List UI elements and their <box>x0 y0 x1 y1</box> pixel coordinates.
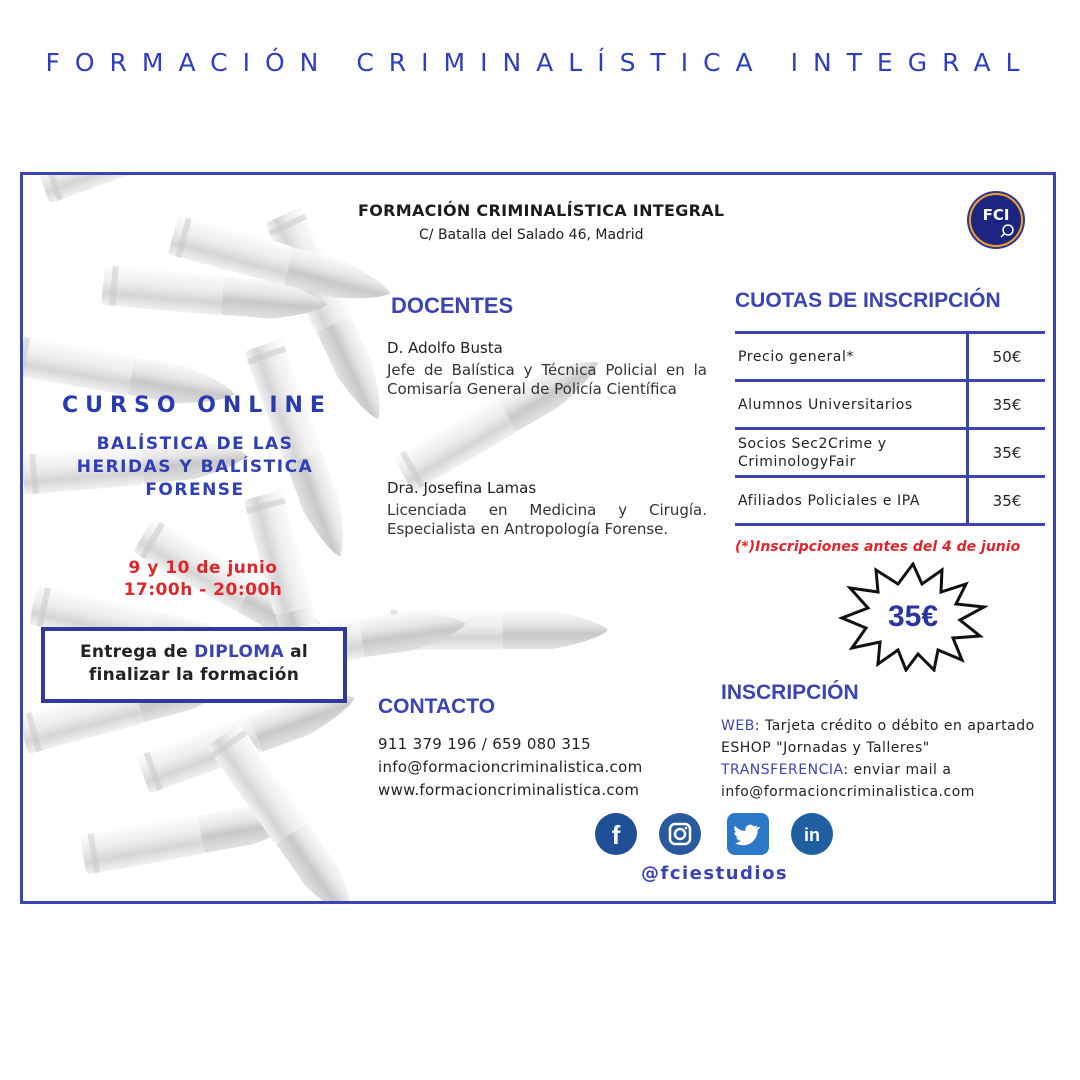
fee-label: Precio general* <box>735 334 969 379</box>
course-title: CURSO ONLINE <box>62 393 332 418</box>
twitter-icon[interactable] <box>727 813 769 855</box>
org-address: C/ Batalla del Salado 46, Madrid <box>419 227 644 243</box>
diploma-box: Entrega de DIPLOMA al finalizar la formación <box>41 627 347 703</box>
course-dates <box>83 557 323 601</box>
cuotas-title: CUOTAS DE INSCRIPCIÓN <box>735 289 1001 312</box>
docente-desc: Licenciada en Medicina y Cirugía. Especialista en Antropología Forense. <box>387 501 707 538</box>
table-row <box>735 475 1045 526</box>
fees-table <box>735 331 1045 526</box>
inscripcion-title: INSCRIPCIÓN <box>721 681 859 704</box>
fee-label: Afiliados Policiales e IPA <box>735 478 969 523</box>
docente-name: Dra. Josefina Lamas <box>387 479 537 497</box>
flyer-card <box>20 172 1056 904</box>
contact-web[interactable]: www.formacioncriminalistica.com <box>378 781 640 799</box>
fci-logo <box>966 190 1026 250</box>
fee-price: 50€ <box>992 347 1022 366</box>
table-row <box>735 427 1045 475</box>
web-label: WEB <box>721 718 755 734</box>
fee-price: 35€ <box>992 491 1022 510</box>
fee-note: (*)Inscripciones antes del 4 de junio <box>735 539 1021 555</box>
svg-text:in: in <box>804 825 820 845</box>
table-row <box>735 331 1045 379</box>
facebook-icon[interactable] <box>595 813 637 855</box>
docente-name: D. Adolfo Busta <box>387 339 503 357</box>
course-time: 17:00h - 20:00h <box>123 580 283 600</box>
svg-text:f: f <box>611 820 621 850</box>
linkedin-icon[interactable] <box>791 813 833 855</box>
contact-email[interactable]: info@formacioncriminalistica.com <box>378 758 643 776</box>
course-subtitle: BALÍSTICA DE LAS HERIDAS Y BALÍSTICA FORENSE <box>76 434 314 500</box>
instagram-icon[interactable] <box>659 813 701 855</box>
price-burst <box>838 562 988 672</box>
fee-label: Alumnos Universitarios <box>735 382 969 427</box>
burst-price: 35€ <box>887 600 939 633</box>
transfer-label: TRANSFERENCIA <box>721 762 844 778</box>
fee-label: Socios Sec2Crime y CriminologyFair <box>735 430 969 475</box>
org-name: FORMACIÓN CRIMINALÍSTICA INTEGRAL <box>358 201 725 220</box>
contact-phone: 911 379 196 / 659 080 315 <box>378 735 591 753</box>
docente-desc: Jefe de Balística y Técnica Policial en la Comisaría General de Policía Científica <box>387 361 707 398</box>
inscripcion-text: WEB: Tarjeta crédito o débito en apartado ESHOP "Jornadas y Talleres" TRANSFERENCIA: enviar mail a info@formacioncriminalistica.com <box>721 718 1035 800</box>
course-date: 9 y 10 de junio <box>128 558 278 578</box>
fee-price: 35€ <box>992 443 1022 462</box>
logo-text: FCI <box>982 206 1010 224</box>
fee-price: 35€ <box>992 395 1022 414</box>
docentes-title: DOCENTES <box>391 293 514 318</box>
contacto-title: CONTACTO <box>378 695 496 718</box>
table-row <box>735 379 1045 427</box>
social-handle[interactable]: @fciestudios <box>641 863 789 884</box>
page-title: FORMACIÓN CRIMINALÍSTICA INTEGRAL <box>45 48 1035 77</box>
